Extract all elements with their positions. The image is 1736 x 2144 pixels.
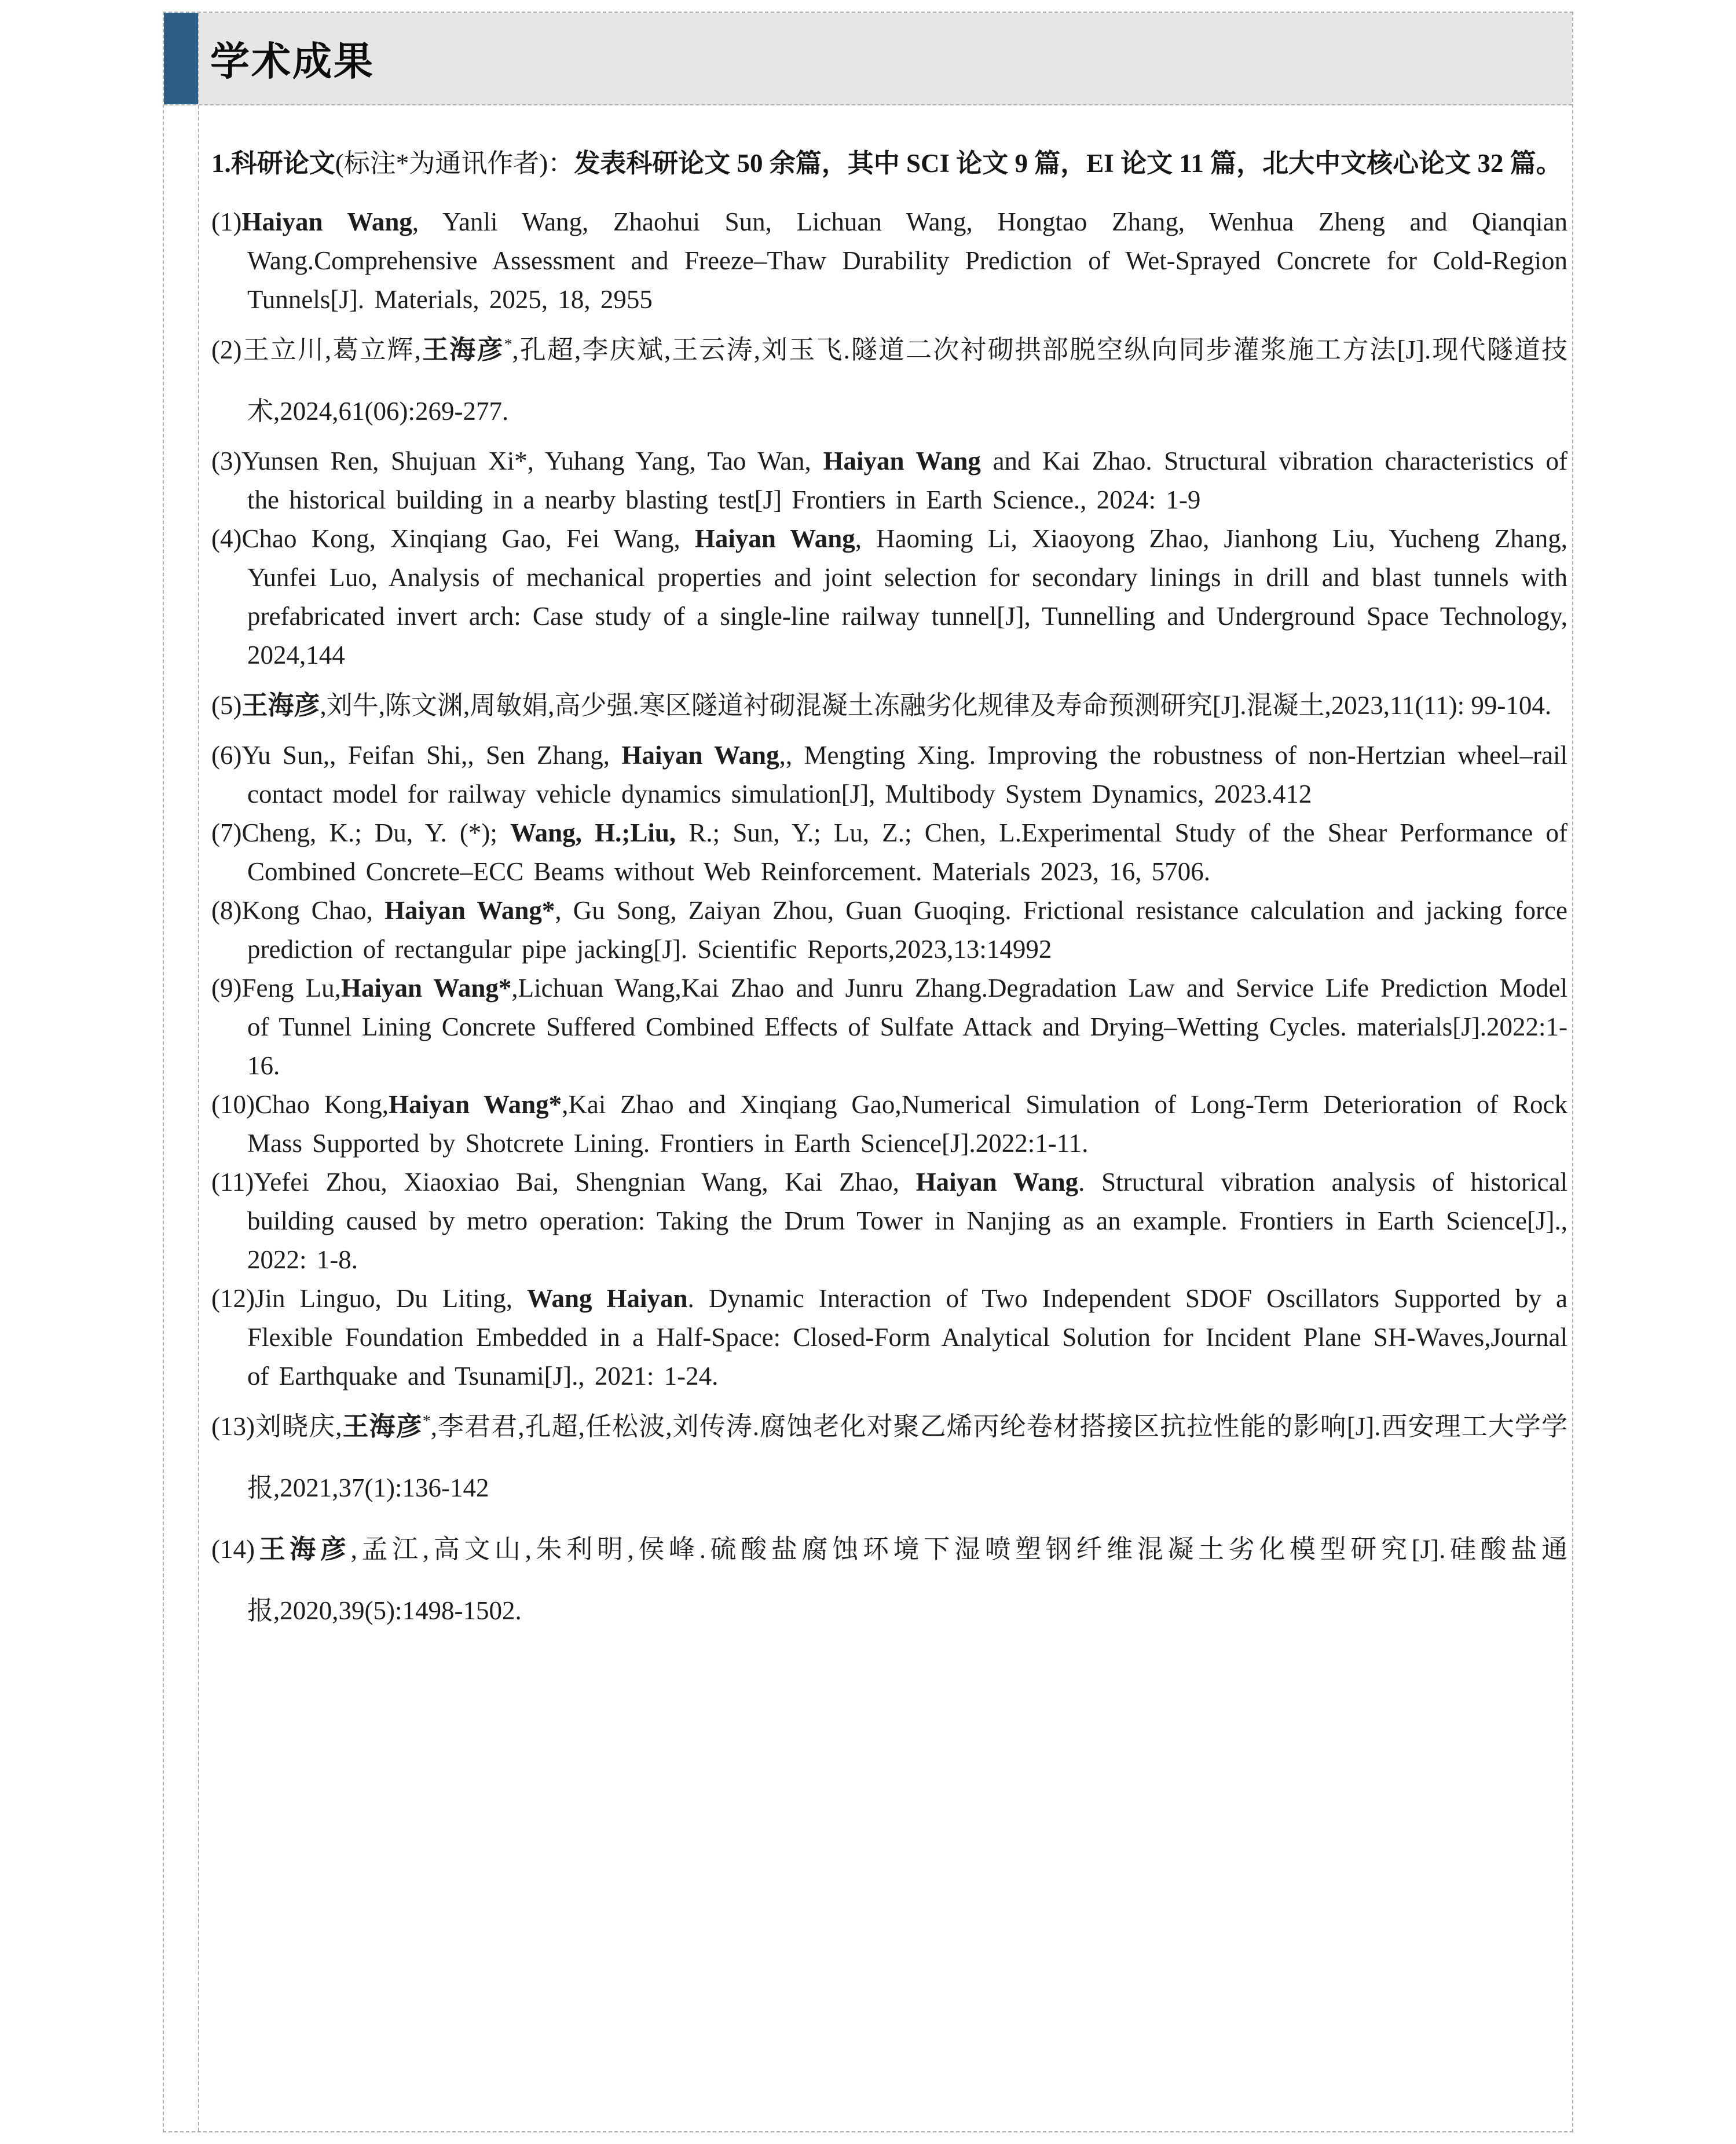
text-run: 王立川,葛立辉, [241, 335, 422, 364]
publication-item [211, 675, 1567, 736]
text-run: (标注*为通讯作者)： [335, 149, 574, 178]
publication-index: (7) [211, 818, 242, 847]
author-highlight: Haiyan Wang* [384, 896, 555, 925]
publication-list [211, 124, 1567, 1641]
text-run: Yunsen Ren, Shujuan Xi*, Yuhang Yang, Tao Wan, [241, 447, 823, 475]
publication-index: (13) [211, 1412, 255, 1441]
section-intro-paragraph [211, 124, 1567, 203]
publication-item [211, 1396, 1567, 1519]
author-highlight: Haiyan Wang [823, 447, 981, 475]
text-run: . Structural vibration analysis of historical building caused by metro operation: Taking the Drum Tower in Nanjing as an example. Frontiers in Earth Science[J]., 2022: 1-8. [247, 1168, 1567, 1274]
publication-item [211, 1085, 1567, 1163]
publication-index: (12) [211, 1284, 255, 1313]
text-run: Kong Chao, [241, 896, 384, 925]
publication-index: (1) [211, 207, 242, 236]
text-run: ,孟江,高文山,朱利明,侯峰.硫酸盐腐蚀环境下湿喷塑钢纤维混凝土劣化模型研究[J].硅酸盐通报,2020,39(5):1498-1502. [247, 1535, 1567, 1625]
text-run: ,Lichuan Wang,Kai Zhao and Junru Zhang.Degradation Law and Service Life Prediction Model of Tunnel Lining Concrete Suffered Combined Effects of Sulfate Attack and Drying–Wetting Cycles. materials[J].2022:1-16. [247, 974, 1567, 1080]
text-run: ,李君君,孔超,任松波,刘传涛.腐蚀老化对聚乙烯丙纶卷材搭接区抗拉性能的影响[J].西安理工大学学报,2021,37(1):136-142 [247, 1412, 1567, 1502]
text-run: Jin Linguo, Du Liting, [254, 1284, 527, 1313]
publication-index: (11) [211, 1168, 254, 1197]
text-run: Chao Kong, Xinqiang Gao, Fei Wang, [241, 524, 695, 553]
author-highlight: 王海彦 [241, 690, 320, 720]
publication-item [211, 969, 1567, 1085]
text-run: ,刘牛,陈文渊,周敏娟,高少强.寒区隧道衬砌混凝土冻融劣化规律及寿命预测研究[J].混凝土,2023,11(11): 99-104. [320, 691, 1552, 720]
publication-item [211, 319, 1567, 442]
text-run: R.; Sun, Y.; Lu, Z.; Chen, L.Experimental Study of the Shear Performance of Combined Concrete–ECC Beams without Web Reinforcement. Materials 2023, 16, 5706. [247, 818, 1567, 886]
content-frame [163, 12, 1573, 2132]
author-highlight: 1.科研论文 [211, 149, 335, 178]
author-highlight: Haiyan Wang [241, 207, 412, 236]
publication-index: (5) [211, 691, 242, 720]
text-run: , Haoming Li, Xiaoyong Zhao, Jianhong Liu, Yucheng Zhang, Yunfei Luo, Analysis of mechanical properties and joint selection for secondary linings in drill and blast tunnels with prefabricated invert arch: Case study of a single-line railway tunnel[J], Tunnelling and Underground Space Technology, 2024,144 [247, 524, 1568, 669]
publication-item [211, 1519, 1567, 1641]
publication-index: (14) [211, 1535, 255, 1564]
publication-item [211, 442, 1567, 519]
left-guide-line [198, 13, 199, 2131]
publication-index: (3) [211, 447, 242, 475]
text-run: ,Kai Zhao and Xinqiang Gao,Numerical Simulation of Long-Term Deterioration of Rock Mass Supported by Shotcrete Lining. Frontiers in Earth Science[J].2022:1-11. [247, 1090, 1567, 1158]
publication-item [211, 1279, 1567, 1396]
text-run: Yefei Zhou, Xiaoxiao Bai, Shengnian Wang, Kai Zhao, [254, 1168, 916, 1197]
author-highlight: Wang, H.;Liu, [510, 818, 676, 847]
text-run: , Yanli Wang, Zhaohui Sun, Lichuan Wang, Hongtao Zhang, Wenhua Zheng and Qianqian Wang.Comprehensive Assessment and Freeze–Thaw Durability Prediction of Wet-Sprayed Concrete for Cold-Region Tunnels[J]. Materials, 2025, 18, 2955 [247, 207, 1568, 314]
text-run: ,, Mengting Xing. Improving the robustness of non-Hertzian wheel–rail contact model for railway vehicle dynamics simulation[J], Multibody System Dynamics, 2023.412 [247, 741, 1567, 808]
author-highlight: Wang Haiyan [526, 1284, 688, 1313]
publication-index: (6) [211, 741, 242, 770]
publication-item [211, 891, 1567, 969]
corresponding-author-mark: * [504, 335, 512, 353]
publication-index: (8) [211, 896, 242, 925]
page-title: 学术成果 [210, 39, 375, 84]
text-run: Yu Sun,, Feifan Shi,, Sen Zhang, [241, 741, 622, 770]
publication-item [211, 736, 1567, 814]
author-highlight: 发表科研论文 50 余篇，其中 SCI 论文 9 篇，EI 论文 11 篇，北大中文核心论文 32 篇。 [574, 149, 1562, 178]
publication-item [211, 519, 1567, 675]
author-highlight: 王海彦 [421, 335, 504, 364]
publication-item [211, 814, 1567, 891]
publication-index: (4) [211, 524, 242, 553]
corresponding-author-mark: * [422, 1412, 431, 1430]
section-header [164, 13, 1572, 105]
text-run: ,孔超,李庆斌,王云涛,刘玉飞.隧道二次衬砌拱部脱空纵向同步灌浆施工方法[J].现代隧道技术,2024,61(06):269-277. [247, 335, 1567, 426]
text-run: Feng Lu, [241, 974, 341, 1003]
text-run: Chao Kong, [254, 1090, 389, 1119]
publication-index: (9) [211, 974, 242, 1003]
author-highlight: Haiyan Wang [694, 524, 855, 553]
author-highlight: 王海彦 [342, 1411, 423, 1441]
text-run: , Gu Song, Zaiyan Zhou, Guan Guoqing. Frictional resistance calculation and jacking force prediction of rectangular pipe jacking[J]. Scientific Reports,2023,13:14992 [247, 896, 1567, 964]
text-run: and Kai Zhao. Structural vibration characteristics of the historical building in a nearby blasting test[J] Frontiers in Earth Science., 2024: 1-9 [247, 447, 1567, 514]
publication-index: (2) [211, 335, 242, 364]
author-highlight: 王海彦 [254, 1534, 351, 1564]
publication-items [211, 203, 1567, 1641]
publication-index: (10) [211, 1090, 255, 1119]
author-highlight: Haiyan Wang [621, 741, 779, 770]
header-accent-bar [164, 13, 198, 104]
author-highlight: Haiyan Wang* [340, 974, 512, 1003]
author-highlight: Haiyan Wang [915, 1168, 1079, 1197]
text-run: . Dynamic Interaction of Two Independent SDOF Oscillators Supported by a Flexible Foundation Embedded in a Half-Space: Closed-Form Analytical Solution for Incident Plane SH-Waves,Journal of Earthquake and Tsunami[J]., 2021: 1-24. [247, 1284, 1567, 1391]
author-highlight: Haiyan Wang* [389, 1090, 562, 1119]
publication-item [211, 1163, 1567, 1279]
text-run: 刘晓庆, [254, 1412, 342, 1441]
publication-item [211, 203, 1567, 319]
text-run: Cheng, K.; Du, Y. (*); [241, 818, 511, 847]
